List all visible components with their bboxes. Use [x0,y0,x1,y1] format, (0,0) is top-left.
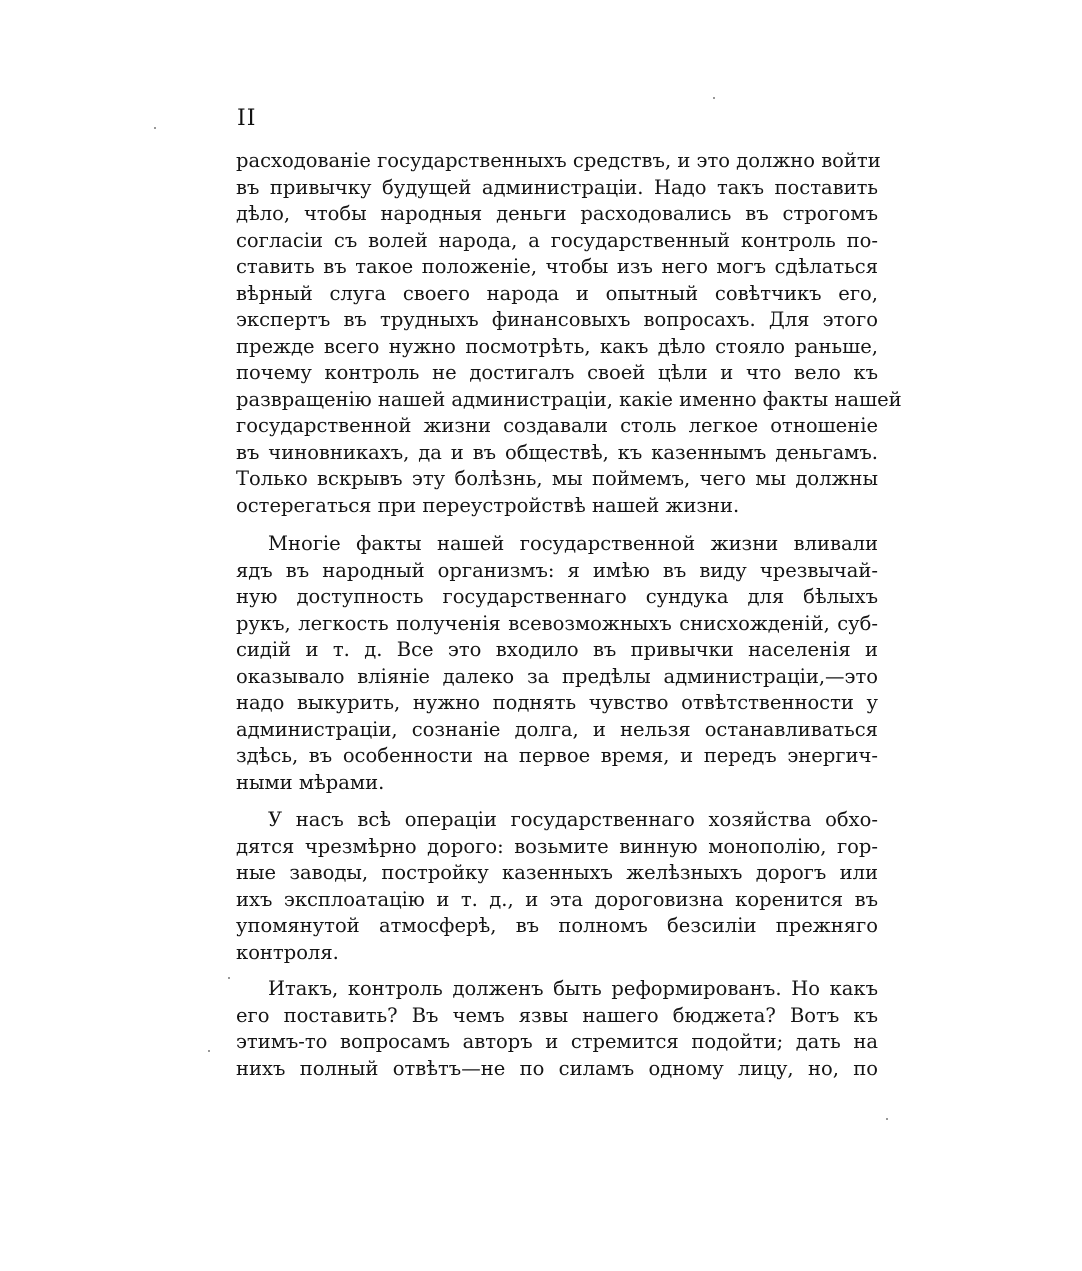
text-line: прежде всего нужно посмотрѣть, какъ дѣло стояло раньше, [236,334,878,358]
scan-speck [154,127,156,129]
text-line: дѣло, чтобы народныя деньги расходовались въ строгомъ [236,202,878,225]
text-line: контроля. [236,940,339,964]
paragraph-2 [236,531,878,796]
text-line: рукъ, легкость полученія всевозможныхъ снисхожденій, суб- [236,611,878,635]
text-line: этимъ-то вопросамъ авторъ и стремится подойти; дать на [236,1030,878,1053]
paragraph-1 [236,148,902,519]
text-line: ставить въ такое положеніе, чтобы изъ него могъ сдѣлаться [236,255,878,278]
text-line: развращенію нашей администраціи, какіе именно факты нашей [236,387,902,411]
page-number: II [237,106,257,131]
text-line: Итакъ, контроль долженъ быть реформированъ. Но какъ [268,977,878,1000]
text-line: расходованіе государственныхъ средствъ, и это должно войти [236,149,881,172]
text-line: вѣрный слуга своего народа и опытный совѣтчикъ его, [236,281,878,305]
text-line: ихъ эксплоатацію и т. д., и эта дороговизна коренится въ [236,887,878,911]
text-line: У насъ всѣ операціи государственнаго хозяйства обхо- [268,808,878,831]
text-line: ные заводы, постройку казенныхъ желѣзныхъ дорогъ или [236,861,878,884]
text-line: администраціи, сознаніе долга, и нельзя останавливаться [236,717,878,741]
text-line: государственной жизни создавали столь легкое отношеніе [236,414,878,437]
text-line: дятся чрезмѣрно дорого: возьмите винную монополію, гор- [236,834,878,858]
text-line: здѣсь, въ особенности на первое время, и передъ энергич- [236,744,878,767]
scan-speck [713,97,715,99]
text-line: его поставить? Въ чемъ язвы нашего бюджета? Вотъ къ [236,1003,878,1027]
text-line: надо выкурить, нужно поднять чувство отвѣтственности у [236,691,878,714]
paragraph-3 [236,807,878,966]
text-line: согласіи съ волей народа, а государственный контроль по- [236,228,878,252]
text-line: въ чиновникахъ, да и въ обществѣ, къ казеннымъ деньгамъ. [236,440,878,464]
text-line: экспертъ въ трудныхъ финансовыхъ вопросахъ. Для этого [236,308,878,331]
text-line: Только вскрывъ эту болѣзнь, мы поймемъ, чего мы должны [236,467,878,490]
text-line: ядъ въ народный организмъ: я имѣю въ виду чрезвычай- [236,558,878,582]
text-line: сидій и т. д. Все это входило въ привычки населенія и [236,638,878,661]
paragraph-4 [236,976,878,1082]
text-line: остерегаться при переустройствѣ нашей жизни. [236,493,740,517]
scan-speck [208,1050,210,1052]
text-line: Многіе факты нашей государственной жизни вливали [268,532,878,555]
scan-speck [228,977,230,979]
text-line: оказывало вліяніе далеко за предѣлы администраціи,—это [236,664,878,688]
scan-speck [886,1118,888,1120]
text-line: въ привычку будущей администраціи. Надо такъ поставить [236,175,878,199]
text-line: ную доступность государственнаго сундука для бѣлыхъ [236,585,878,608]
text-line: почему контроль не достигалъ своей цѣли и что вело къ [236,361,878,384]
text-line: нихъ полный отвѣтъ—не по силамъ одному лицу, но, по [236,1056,878,1080]
text-line: ными мѣрами. [236,770,385,794]
text-line: упомянутой атмосферѣ, въ полномъ безсиліи прежняго [236,914,878,937]
